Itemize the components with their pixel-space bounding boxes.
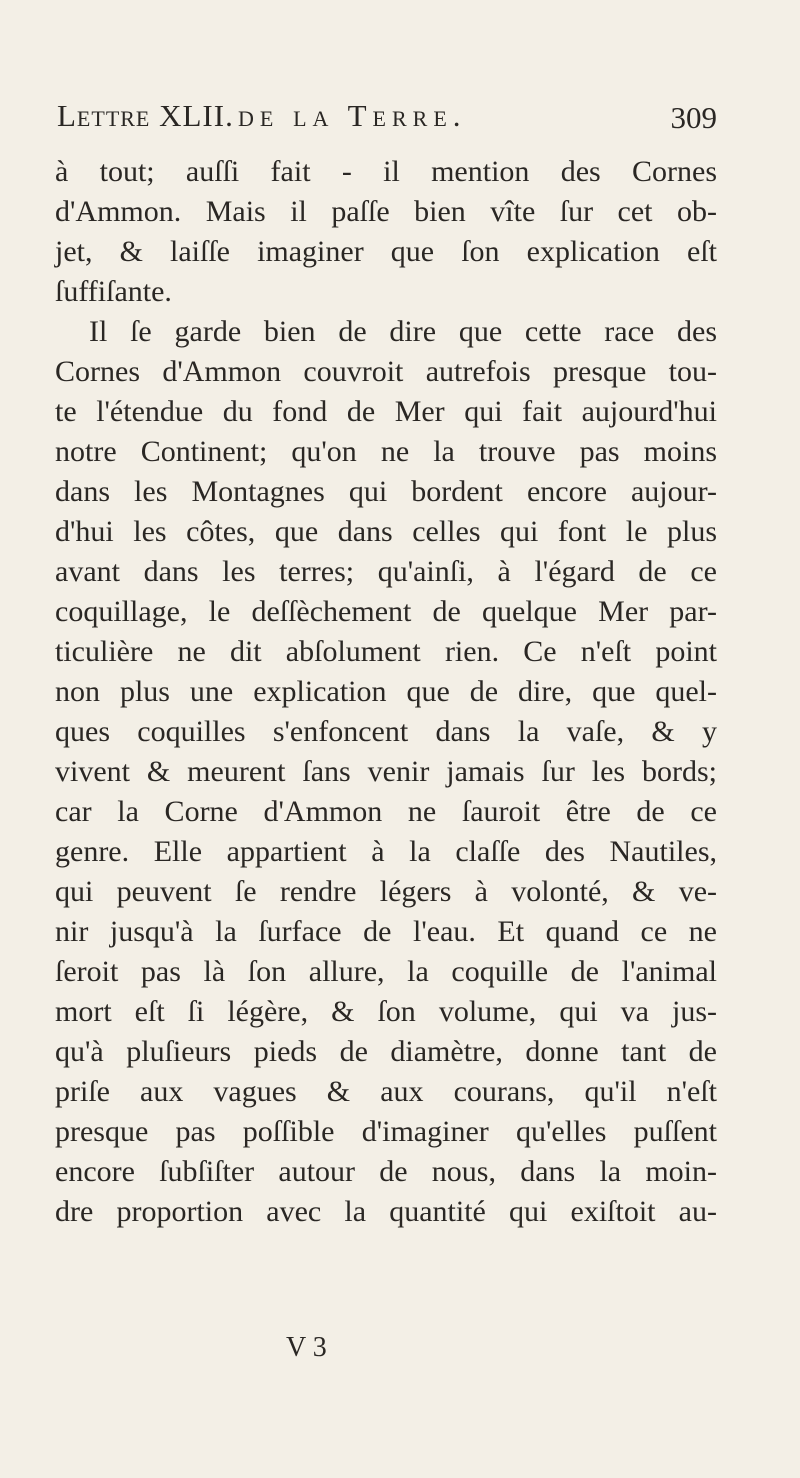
header-title: de la Terre. bbox=[238, 98, 467, 133]
text-line: notre Continent; qu'on ne la trouve pas moins bbox=[55, 435, 717, 468]
text-line: mort eſt ſi légère, & ſon volume, qui va jus- bbox=[55, 995, 717, 1028]
running-header bbox=[57, 98, 717, 146]
text-line: Il ſe garde bien de dire que cette race des bbox=[89, 315, 717, 348]
text-line: encore ſubſiſter autour de nous, dans la moin- bbox=[55, 1155, 717, 1188]
text-line: ticulière ne dit abſolument rien. Ce n'eſt point bbox=[55, 635, 717, 668]
text-line: qu'à pluſieurs pieds de diamètre, donne tant de bbox=[55, 1035, 717, 1068]
text-line: à tout; auſſi fait - il mention des Cornes bbox=[55, 155, 717, 188]
text-line: d'hui les côtes, que dans celles qui font le plus bbox=[55, 515, 717, 548]
header-letter: Lettre XLII. bbox=[57, 98, 234, 133]
text-line: ſeroit pas là ſon allure, la coquille de l'animal bbox=[55, 955, 717, 988]
text-line: coquillage, le deſſèchement de quelque Mer par- bbox=[55, 595, 717, 628]
text-line: jet, & laiſſe imaginer que ſon explication eſt bbox=[55, 235, 717, 268]
text-line: car la Corne d'Ammon ne ſauroit être de ce bbox=[55, 795, 717, 828]
text-line: priſe aux vagues & aux courans, qu'il n'eſt bbox=[55, 1075, 717, 1108]
page-number: 309 bbox=[670, 100, 717, 135]
signature-mark: V 3 bbox=[286, 1332, 327, 1363]
text-line: ques coquilles s'enfoncent dans la vaſe, & y bbox=[55, 715, 717, 748]
text-line: dre proportion avec la quantité qui exiſtoit au- bbox=[55, 1195, 717, 1228]
text-line: vivent & meurent ſans venir jamais ſur les bords; bbox=[55, 755, 717, 788]
text-line: presque pas poſſible d'imaginer qu'elles puſſent bbox=[55, 1115, 717, 1148]
text-line: Cornes d'Ammon couvroit autrefois presque tou- bbox=[55, 355, 717, 388]
text-line: non plus une explication que de dire, que quel- bbox=[55, 675, 717, 708]
text-line: avant dans les terres; qu'ainſi, à l'égard de ce bbox=[55, 555, 717, 588]
text-line: nir jusqu'à la ſurface de l'eau. Et quand ce ne bbox=[55, 915, 717, 948]
text-line: dans les Montagnes qui bordent encore aujour- bbox=[55, 475, 717, 508]
text-line: d'Ammon. Mais il paſſe bien vîte ſur cet ob- bbox=[55, 195, 717, 228]
text-body bbox=[55, 152, 717, 1232]
text-line: ſuffiſante. bbox=[55, 275, 172, 308]
text-line: qui peuvent ſe rendre légers à volonté, & ve- bbox=[55, 875, 717, 908]
text-line: genre. Elle appartient à la claſſe des Nautiles, bbox=[55, 835, 717, 868]
text-line: te l'étendue du fond de Mer qui fait aujourd'hui bbox=[55, 395, 717, 428]
